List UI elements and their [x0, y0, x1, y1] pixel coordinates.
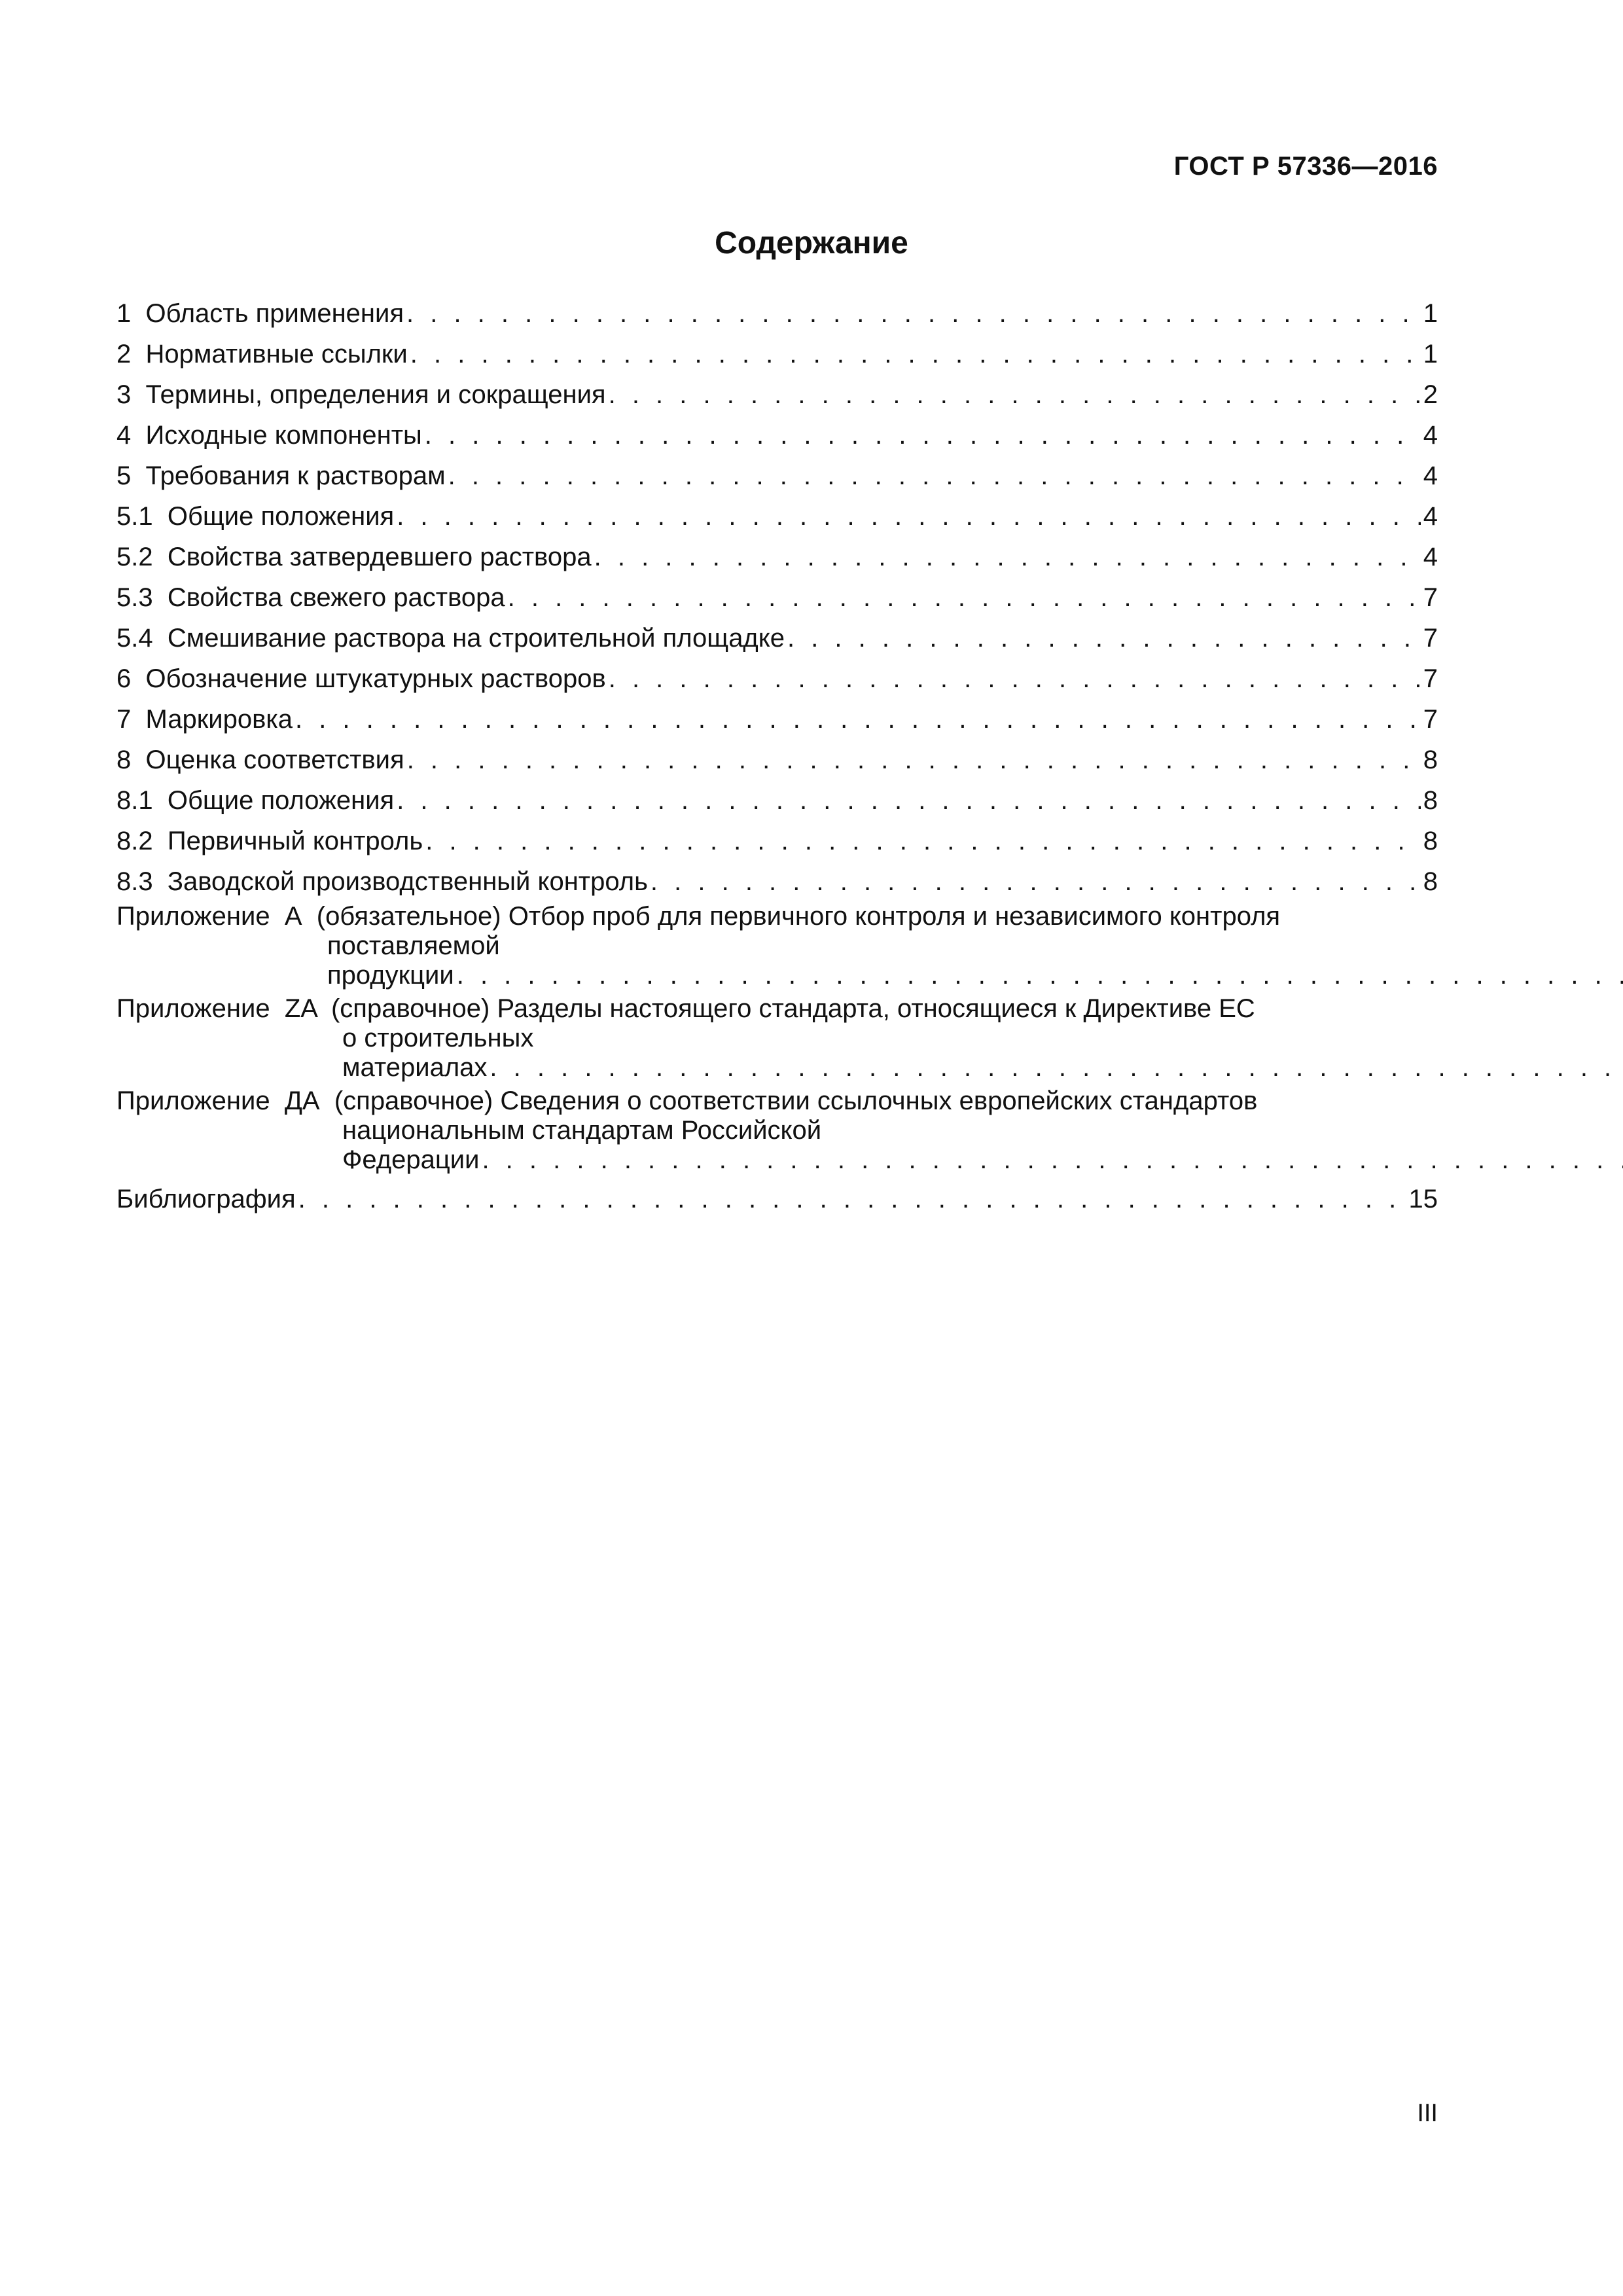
- dot-leader: [508, 577, 1421, 618]
- dot-leader: [406, 293, 1421, 334]
- dot-leader: [448, 456, 1421, 496]
- toc-entry-number: 7: [116, 705, 132, 734]
- dot-leader: [425, 821, 1421, 861]
- toc-entry-page: 1: [1423, 299, 1438, 328]
- toc-entry[interactable]: [116, 699, 1438, 740]
- toc-entry-number: 5: [116, 461, 132, 490]
- appendix-title-line2: поставляемой продукции: [327, 931, 500, 990]
- toc-entry-title: Заводской производственный контроль: [167, 867, 648, 896]
- toc-entry-page: 4: [1423, 502, 1438, 531]
- toc-entry-number: 5.3: [116, 583, 153, 612]
- toc-entry-title: Смешивание раствора на строительной площадке: [167, 624, 785, 653]
- document-code: ГОСТ Р 57336—2016: [1173, 152, 1438, 181]
- toc-entry[interactable]: [116, 537, 1438, 577]
- toc-entry[interactable]: [116, 334, 1438, 374]
- dot-leader: [609, 658, 1421, 699]
- toc-appendix-entry[interactable]: [116, 994, 1438, 1086]
- toc-entry[interactable]: [116, 415, 1438, 456]
- toc-entry-number: 4: [116, 421, 132, 450]
- page-number: III: [1417, 2100, 1438, 2127]
- dot-leader: [298, 1179, 1406, 1219]
- appendix-label: Приложение ZA (справочное): [116, 994, 490, 1023]
- dot-leader: [490, 1053, 1623, 1082]
- toc-entry-title: Маркировка: [145, 705, 293, 734]
- toc-entry-page: 8: [1423, 867, 1438, 896]
- toc-entry-title: Библиография: [116, 1185, 296, 1213]
- toc-entry[interactable]: [116, 456, 1438, 496]
- dot-leader: [295, 699, 1421, 740]
- appendix-title-line1: Сведения о соответствии ссылочных европейских стандартов: [500, 1086, 1258, 1115]
- toc-appendix-entry[interactable]: [116, 902, 1438, 994]
- dot-leader: [787, 618, 1421, 658]
- toc-entry-number: 2: [116, 340, 132, 368]
- toc-entry-page: 4: [1423, 421, 1438, 450]
- toc-entry-page: 15: [1408, 1185, 1438, 1213]
- toc-entry-page: 1: [1423, 340, 1438, 368]
- toc-entry[interactable]: [116, 496, 1438, 537]
- toc-entry-page: 7: [1423, 705, 1438, 734]
- toc-entry-page: 7: [1423, 583, 1438, 612]
- toc-entry-number: 6: [116, 664, 132, 693]
- toc-entry-number: 8: [116, 745, 132, 774]
- toc-entry-title: Нормативные ссылки: [145, 340, 408, 368]
- toc-entry-page: 8: [1423, 827, 1438, 855]
- dot-leader: [482, 1145, 1623, 1174]
- toc-entry-title: Свойства свежего раствора: [167, 583, 505, 612]
- toc-entry[interactable]: [116, 618, 1438, 658]
- toc-entry-title: Исходные компоненты: [145, 421, 422, 450]
- toc-entry-page: 4: [1423, 543, 1438, 571]
- toc-entry-number: 1: [116, 299, 132, 328]
- toc-entry-title: Область применения: [145, 299, 404, 328]
- toc-entry-number: 5.4: [116, 624, 153, 653]
- toc-entry-number: 3: [116, 380, 132, 409]
- toc-bibliography-entry[interactable]: [116, 1179, 1438, 1219]
- toc-entry-number: 8.1: [116, 786, 153, 815]
- dot-leader: [425, 415, 1421, 456]
- toc-entry-title: Обозначение штукатурных растворов: [145, 664, 606, 693]
- toc-entry-page: 8: [1423, 786, 1438, 815]
- toc-appendix-entry[interactable]: [116, 1086, 1438, 1179]
- dot-leader: [410, 334, 1421, 374]
- toc-entry-number: 8.3: [116, 867, 153, 896]
- appendix-label: Приложение А (обязательное): [116, 902, 501, 931]
- toc-entry-title: Требования к растворам: [145, 461, 446, 490]
- toc-entry-title: Свойства затвердевшего раствора: [167, 543, 592, 571]
- toc-entry-page: 2: [1423, 380, 1438, 409]
- toc-entry[interactable]: [116, 374, 1438, 415]
- table-of-contents: [116, 293, 1438, 1219]
- toc-entry-number: 5.1: [116, 502, 153, 531]
- toc-entry[interactable]: [116, 740, 1438, 780]
- appendix-title-line1: Отбор проб для первичного контроля и независимого контроля: [508, 902, 1281, 931]
- appendix-title-line2: о строительных материалах: [342, 1024, 534, 1082]
- toc-entry-number: 5.2: [116, 543, 153, 571]
- toc-entry-title: Первичный контроль: [167, 827, 423, 855]
- dot-leader: [407, 740, 1421, 780]
- dot-leader: [594, 537, 1421, 577]
- toc-entry-page: 7: [1423, 664, 1438, 693]
- toc-title: Содержание: [715, 226, 908, 260]
- toc-entry-title: Общие положения: [167, 502, 395, 531]
- appendix-title-line2: национальным стандартам Российской Федерации: [342, 1116, 822, 1174]
- toc-entry-number: 8.2: [116, 827, 153, 855]
- toc-entry-page: 4: [1423, 461, 1438, 490]
- appendix-label: Приложение ДА (справочное): [116, 1086, 493, 1115]
- dot-leader: [397, 496, 1421, 537]
- toc-entry-title: Термины, определения и сокращения: [145, 380, 606, 409]
- toc-entry[interactable]: [116, 293, 1438, 334]
- toc-entry-title: Общие положения: [167, 786, 395, 815]
- appendix-title-line1: Разделы настоящего стандарта, относящиеся к Директиве ЕС: [497, 994, 1255, 1023]
- dot-leader: [457, 961, 1623, 990]
- toc-entry[interactable]: [116, 780, 1438, 821]
- dot-leader: [609, 374, 1421, 415]
- dot-leader: [651, 861, 1421, 902]
- dot-leader: [397, 780, 1421, 821]
- toc-entry[interactable]: [116, 577, 1438, 618]
- toc-entry-page: 7: [1423, 624, 1438, 653]
- toc-entry-page: 8: [1423, 745, 1438, 774]
- toc-entry[interactable]: [116, 861, 1438, 902]
- toc-entry-title: Оценка соответствия: [145, 745, 404, 774]
- toc-entry[interactable]: [116, 821, 1438, 861]
- toc-entry[interactable]: [116, 658, 1438, 699]
